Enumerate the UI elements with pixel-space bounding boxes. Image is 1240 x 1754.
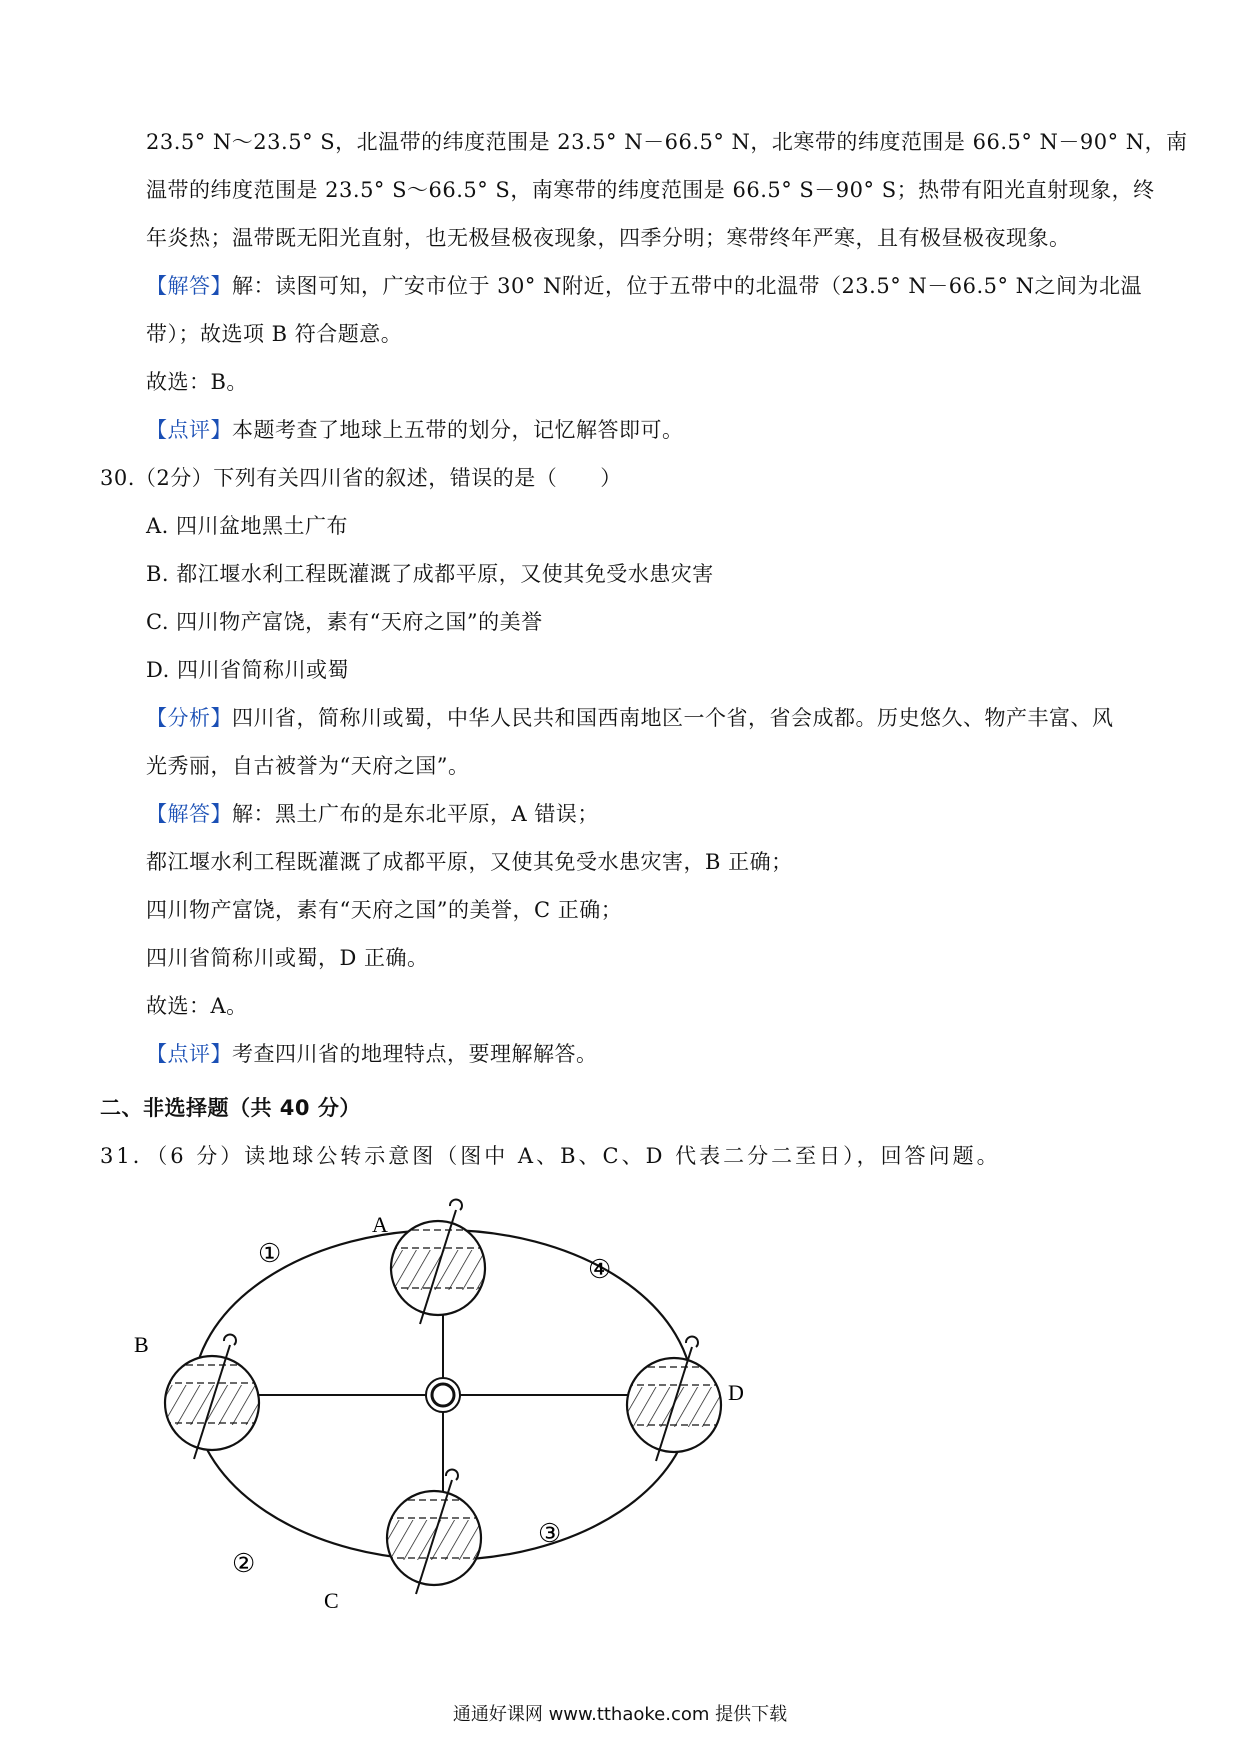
- answer-line: [146, 262, 1143, 310]
- analysis-tag: 【分析】: [146, 706, 232, 730]
- label-c: C: [324, 1588, 339, 1613]
- earth-c: [386, 1470, 482, 1594]
- text-line: 四川物产富饶，素有“天府之国”的美誉，C 正确；: [146, 898, 623, 922]
- label-d: D: [728, 1380, 744, 1405]
- answer-tag: 【解答】: [146, 274, 232, 298]
- section-heading: 二、非选择题（共 40 分）: [100, 1096, 361, 1120]
- text-line: 23.5° N～23.5° S，北温带的纬度范围是 23.5° N－66.5° N，北寒带的纬度范围是 66.5° N－90° N，南: [146, 130, 1188, 154]
- choice-line: 故选：B。: [146, 370, 248, 394]
- comment-line: [146, 1030, 1136, 1078]
- text-line: 四川省简称川或蜀，D 正确。: [146, 946, 429, 970]
- text-line: 温带的纬度范围是 23.5° S～66.5° S，南寒带的纬度范围是 66.5° S－90° S；热带有阳光直射现象，终: [146, 178, 1155, 202]
- segment-3: ③: [538, 1519, 562, 1548]
- comment-text: 本题考查了地球上五带的划分，记忆解答即可。: [232, 418, 684, 442]
- question-31: 31．（6 分）读地球公转示意图（图中 A、B、C、D 代表二分二至日），回答问题。: [100, 1144, 1001, 1168]
- earth-a: [390, 1200, 486, 1324]
- page-footer: 通通好课网 www.tthaoke.com 提供下载: [452, 1704, 788, 1725]
- earth-d: [626, 1337, 722, 1461]
- option-d: D. 四川省简称川或蜀: [146, 658, 349, 682]
- segment-1: ①: [258, 1239, 282, 1268]
- solution-line: [146, 790, 1136, 838]
- answer-text: 解：读图可知，广安市位于 30° N附近，位于五带中的北温带（23.5° N－66.5° N之间为北温: [232, 274, 1143, 298]
- choice-line: 故选：A。: [146, 994, 248, 1018]
- solution-tag: 【解答】: [146, 802, 232, 826]
- option-c: C. 四川物产富饶，素有“天府之国”的美誉: [146, 610, 543, 634]
- comment-line: [146, 406, 1136, 454]
- label-b: B: [134, 1332, 149, 1357]
- analysis-text: 四川省，简称川或蜀，中华人民共和国西南地区一个省，省会成都。历史悠久、物产丰富、风: [232, 706, 1114, 730]
- comment-tag: 【点评】: [146, 1042, 232, 1066]
- text-line: 都江堰水利工程既灌溉了成都平原，又使其免受水患灾害，B 正确；: [146, 850, 793, 874]
- segment-4: ④: [588, 1255, 612, 1284]
- question-30: 30.（2分）下列有关四川省的叙述，错误的是（ ）: [100, 466, 622, 490]
- label-a: A: [372, 1212, 388, 1237]
- earth-revolution-diagram: [134, 1200, 760, 1620]
- text-line: 年炎热；温带既无阳光直射，也无极昼极夜现象，四季分明；寒带终年严寒，且有极昼极夜现象。: [146, 226, 1071, 250]
- comment-tag: 【点评】: [146, 418, 232, 442]
- earth-b: [164, 1335, 260, 1459]
- sun-icon: [426, 1378, 460, 1412]
- comment-text: 考查四川省的地理特点，要理解解答。: [232, 1042, 598, 1066]
- option-b: B. 都江堰水利工程既灌溉了成都平原，又使其免受水患灾害: [146, 562, 714, 586]
- text-line: 带）；故选项 B 符合题意。: [146, 322, 403, 346]
- analysis-line: [146, 694, 1136, 742]
- solution-text: 解：黑土广布的是东北平原，A 错误；: [232, 802, 599, 826]
- text-line: 光秀丽，自古被誉为“天府之国”。: [146, 754, 470, 778]
- segment-2: ②: [232, 1549, 256, 1578]
- option-a: A. 四川盆地黑土广布: [146, 514, 349, 538]
